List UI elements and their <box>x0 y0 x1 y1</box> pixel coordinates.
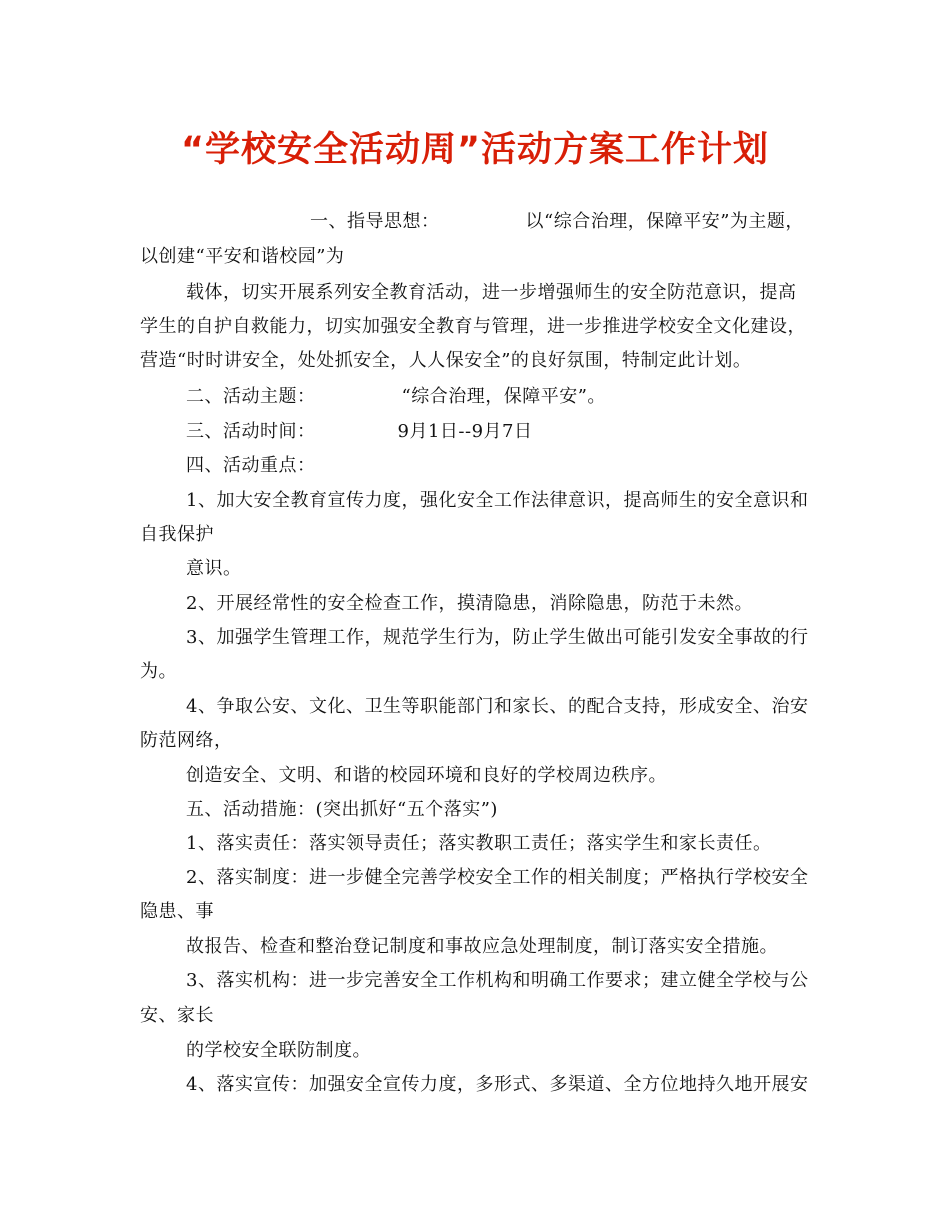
paragraph-line: 2、落实制度：进一步健全完善学校安全工作的相关制度；严格执行学校安全 <box>186 867 809 888</box>
paragraph-line: 隐患、事 <box>140 901 214 922</box>
section-text: 以“综合治理，保障平安”为主题， <box>525 211 804 232</box>
paragraph-line: 故报告、检查和整治登记制度和事故应急处理制度，制订落实安全措施。 <box>186 936 778 957</box>
paragraph-line: 为。 <box>140 661 177 682</box>
guiding-thought-line <box>310 210 804 234</box>
paragraph-line: 4、争取公安、文化、卫生等职能部门和家长、的配合支持，形成安全、治安 <box>186 696 809 717</box>
paragraph-line: 防范网络， <box>140 730 233 751</box>
paragraph-line: 创造安全、文明、和谐的校园环境和良好的学校周边秩序。 <box>186 765 667 786</box>
section-heading: 四、活动重点： <box>186 455 316 476</box>
section-text: 9月1日--9月7日 <box>397 421 533 442</box>
activity-time-line <box>186 420 532 444</box>
document-title: “学校安全活动周”活动方案工作计划 <box>180 130 769 170</box>
paragraph-line: 4、落实宣传：加强安全宣传力度，多形式、多渠道、全方位地持久地开展安 <box>186 1074 809 1095</box>
paragraph-line: 学生的自护自救能力，切实加强安全教育与管理，进一步推进学校安全文化建设， <box>140 316 806 337</box>
paragraph-line: 3、加强学生管理工作，规范学生行为，防止学生做出可能引发安全事故的行 <box>186 627 809 648</box>
section-heading: 五、活动措施：(突出抓好“五个落实”) <box>186 799 498 820</box>
section-heading: 三、活动时间： <box>186 421 316 442</box>
paragraph-line: 3、落实机构：进一步完善安全工作机构和明确工作要求；建立健全学校与公 <box>186 970 809 991</box>
paragraph-line: 营造“时时讲安全，处处抓安全，人人保安全”的良好氛围，特制定此计划。 <box>140 350 752 371</box>
paragraph-line: 以创建“平安和谐校园”为 <box>140 246 345 267</box>
section-heading: 二、活动主题： <box>186 386 316 407</box>
paragraph-line: 2、开展经常性的安全检查工作，摸清隐患，消除隐患，防范于未然。 <box>186 593 753 614</box>
paragraph-line: 安、家长 <box>140 1005 214 1026</box>
paragraph-line: 1、加大安全教育宣传力度，强化安全工作法律意识，提高师生的安全意识和 <box>186 490 809 511</box>
paragraph-line: 意识。 <box>186 558 242 579</box>
paragraph-line: 自我保护 <box>140 524 214 545</box>
activity-theme-line <box>186 385 606 409</box>
paragraph-line: 载体，切实开展系列安全教育活动，进一步增强师生的安全防范意识，提高 <box>186 282 797 303</box>
section-text: “综合治理，保障平安”。 <box>401 386 606 407</box>
section-heading: 一、指导思想： <box>310 211 440 232</box>
paragraph-line: 1、落实责任：落实领导责任；落实教职工责任；落实学生和家长责任。 <box>186 833 772 854</box>
paragraph-line: 的学校安全联防制度。 <box>186 1040 371 1061</box>
